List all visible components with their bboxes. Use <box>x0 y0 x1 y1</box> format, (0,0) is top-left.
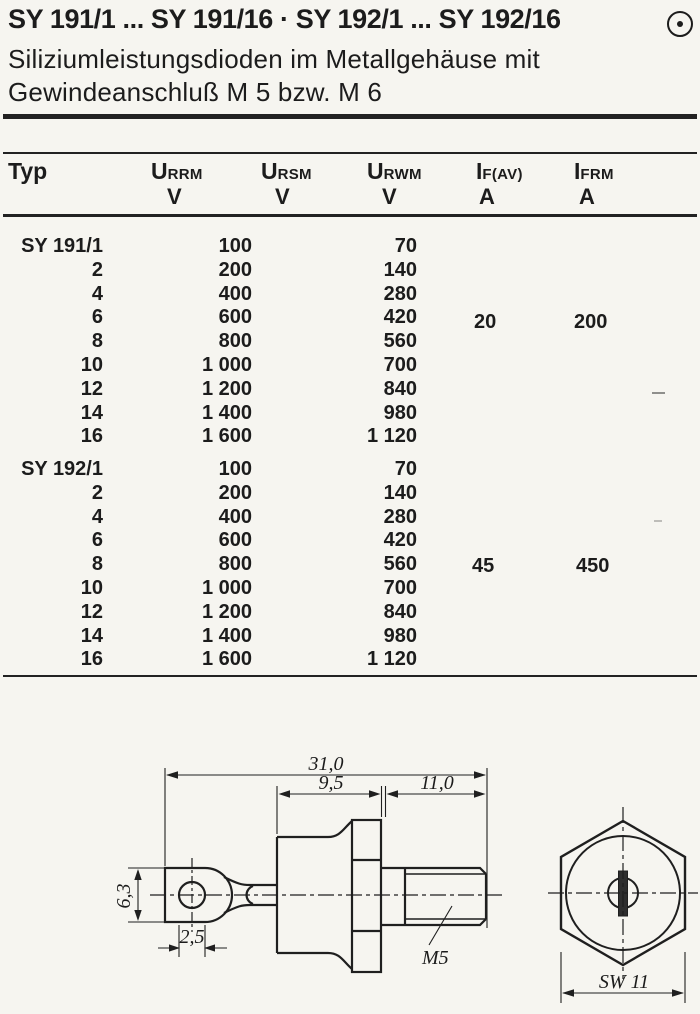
cell-urrm: 1 200 <box>201 377 252 400</box>
stud-shoulder <box>381 868 405 925</box>
cell-urwm: 840 <box>383 377 417 400</box>
arrowhead <box>279 790 291 798</box>
symbol: I <box>476 158 483 184</box>
centerlines-front <box>548 807 698 979</box>
cell-typ: 6 <box>91 306 103 329</box>
cell-urrm: 1 000 <box>201 576 252 599</box>
arrowhead <box>134 910 141 921</box>
cell-ifav-sy192: 45 <box>472 555 495 577</box>
cell-urrm: 800 <box>218 553 252 576</box>
unit-ifav: A <box>479 184 495 209</box>
cell-typ: 14 <box>80 624 103 647</box>
arrowhead <box>134 869 141 880</box>
cell-urwm: 70 <box>394 458 417 480</box>
thread-lines <box>405 874 486 919</box>
unit-urwm: V <box>382 184 397 209</box>
symbol: U <box>151 158 168 184</box>
cell-urrm: 1 400 <box>201 624 252 647</box>
symbol: U <box>261 158 278 184</box>
cell-urwm: 70 <box>394 235 417 257</box>
cell-ifrm-sy191: 200 <box>574 311 608 333</box>
cell-urwm: 700 <box>383 353 417 376</box>
arrowhead <box>474 771 486 779</box>
symbol-subscript: RSM <box>277 166 312 183</box>
cell-urwm: 980 <box>383 401 417 424</box>
arrowhead <box>474 790 486 798</box>
cell-urwm: 1 120 <box>366 425 417 448</box>
cell-typ: SY 192/1 <box>21 458 103 480</box>
unit-ursm: V <box>275 184 290 209</box>
cell-typ: 2 <box>91 481 103 504</box>
hex-flange <box>352 820 381 972</box>
cell-typ: 14 <box>80 401 103 424</box>
column-header-typ: Typ <box>8 158 48 184</box>
cell-urwm: 420 <box>383 306 417 329</box>
arrowhead <box>387 790 399 798</box>
arrowhead <box>166 771 178 779</box>
cell-urwm: 560 <box>383 330 417 353</box>
cell-urrm: 100 <box>218 458 252 480</box>
symbol-subscript: FRM <box>580 166 614 183</box>
cell-typ: 8 <box>91 330 103 353</box>
cell-urrm: 1 200 <box>201 600 252 623</box>
subtitle-line-2: Gewindeanschluß M 5 bzw. M 6 <box>8 77 383 107</box>
cell-urrm: 400 <box>218 505 252 528</box>
page-title: SY 191/1 ... SY 191/16 · SY 192/1 ... SY 192/16 <box>8 4 561 34</box>
arrowhead <box>369 790 381 798</box>
symbol: I <box>574 158 581 184</box>
cell-urwm: 560 <box>383 553 417 576</box>
cell-ifav-sy191: 20 <box>474 311 497 333</box>
arrowhead <box>204 944 215 951</box>
cell-urrm: 800 <box>218 330 252 353</box>
dim-lug-width-label: 6,3 <box>113 883 135 909</box>
dim-hole-diameter-label: 2,5 <box>179 926 205 948</box>
dim-stud-length-label: 11,0 <box>420 772 454 794</box>
cell-urrm: 1 000 <box>201 353 252 376</box>
cell-urwm: 840 <box>383 600 417 623</box>
unit-urrm: V <box>167 184 182 209</box>
cell-urrm: 600 <box>218 306 252 329</box>
cell-urrm: 200 <box>218 481 252 504</box>
dim-total-length-label: 31,0 <box>308 753 344 775</box>
cell-typ: 12 <box>80 600 103 623</box>
cell-typ: 8 <box>91 553 103 576</box>
cell-urrm: 400 <box>218 282 252 305</box>
dim-body-length-label: 9,5 <box>318 772 344 794</box>
cell-typ: 4 <box>91 282 103 305</box>
symbol-subscript: F(AV) <box>482 166 523 183</box>
cell-typ: 4 <box>91 505 103 528</box>
cell-urrm: 100 <box>218 235 252 257</box>
cell-urrm: 200 <box>218 258 252 281</box>
cell-urrm: 1 400 <box>201 401 252 424</box>
cell-urwm: 700 <box>383 576 417 599</box>
cell-urwm: 280 <box>383 505 417 528</box>
arrowhead <box>672 989 684 997</box>
dim-wrench-size-label: SW 11 <box>598 971 650 993</box>
cell-urrm: 1 600 <box>201 648 252 671</box>
thread-label: M5 <box>421 947 449 969</box>
cell-typ: 10 <box>80 353 103 376</box>
cell-typ: 10 <box>80 576 103 599</box>
arrowhead <box>562 989 574 997</box>
cell-typ: 2 <box>91 258 103 281</box>
cell-ifrm-sy192: 450 <box>576 555 610 577</box>
arrowhead <box>169 944 180 951</box>
cell-typ: 6 <box>91 529 103 552</box>
subtitle-line-1: Siliziumleistungsdioden im Metallgehäuse mit <box>8 44 540 74</box>
cell-urrm: 600 <box>218 529 252 552</box>
unit-ifrm: A <box>579 184 595 209</box>
cell-urrm: 1 600 <box>201 425 252 448</box>
cell-urwm: 140 <box>383 258 417 281</box>
symbol-subscript: RRM <box>167 166 203 183</box>
cell-typ: 16 <box>80 648 103 671</box>
cell-urwm: 420 <box>383 529 417 552</box>
symbol-subscript: RWM <box>383 166 422 183</box>
cell-typ: 16 <box>80 425 103 448</box>
symbol: U <box>367 158 384 184</box>
cell-urwm: 980 <box>383 624 417 647</box>
cell-urwm: 140 <box>383 481 417 504</box>
cell-typ: 12 <box>80 377 103 400</box>
cell-urwm: 1 120 <box>366 648 417 671</box>
cell-typ: SY 191/1 <box>21 235 103 257</box>
cell-urwm: 280 <box>383 282 417 305</box>
